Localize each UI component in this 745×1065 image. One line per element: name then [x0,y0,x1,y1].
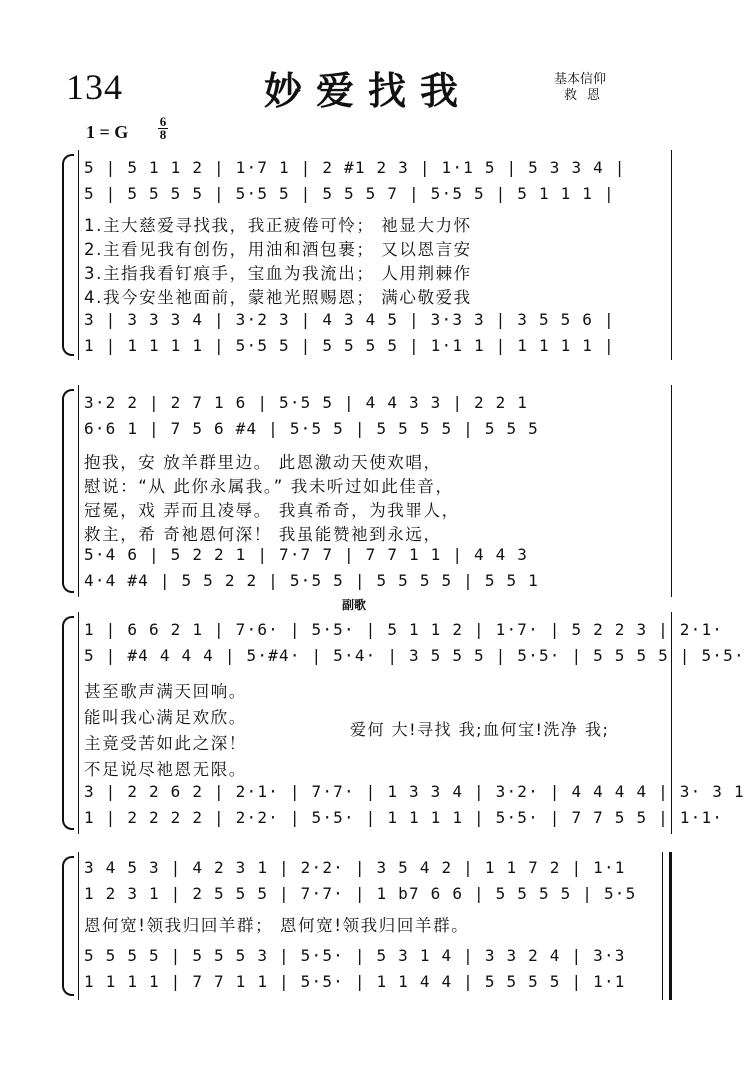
score-system-1 [62,150,672,360]
lyric-verse-2: 慰说：“从 此你永属我。” 我未听过如此佳音， [84,477,454,496]
system-brace [62,389,74,593]
score-system-4 [62,852,672,1000]
soprano-line: 3 4 5 3 | 4 2 3 1 | 2·2· | 3 5 4 2 | 1 1 7 2 | 1·1 [84,858,626,877]
lyric-verse-4: 救主，希 奇祂恩何深！ 我虽能赞祂到永远， [84,525,442,544]
refrain-lyric: 爱何 大!寻找 我;血何宝!洗净 我; [350,720,610,739]
score-system-2 [62,385,672,597]
soprano-line: 1 | 6 6 2 1 | 7·6· | 5·5· | 5 1 1 2 | 1·7· | 5 2 2 3 | 2·1· [84,620,724,639]
soprano-line: 5 | 5 1 1 2 | 1·7 1 | 2 #1 2 3 | 1·1 5 | 5 3 3 4 | [84,158,626,177]
system-brace [62,154,74,356]
system-start-barline [78,612,79,834]
lyric-verse-1: 1.主大慈爱寻找我，我正疲倦可怜； 祂显大力怀 [84,216,472,235]
lyric-refrain: 恩何宽!领我归回羊群； 恩何宽!领我归回羊群。 [84,916,470,935]
system-start-barline [78,385,79,597]
tenor-line: 5·4 6 | 5 2 2 1 | 7·7 7 | 7 7 1 1 | 4 4 3 [84,545,529,564]
lyric-verse-3: 冠冕，戏 弄而且凌辱。 我真希奇，为我罪人， [84,501,460,520]
system-start-barline [78,150,79,360]
key-signature: 1 = G [86,122,129,142]
lyric-verse-4: 不足说尽祂恩无限。 [84,760,247,779]
system-brace [62,856,74,996]
alto-line: 5 | 5 5 5 5 | 5·5 5 | 5 5 5 7 | 5·5 5 | 5 1 1 1 | [84,184,615,203]
hymn-number: 134 [66,67,123,107]
lyric-verse-3: 主竟受苦如此之深！ [84,734,247,753]
system-start-barline [78,852,79,1000]
bass-line: 1 1 1 1 | 7 7 1 1 | 5·5· | 1 1 4 4 | 5 5 5 5 | 1·1 [84,972,626,991]
category-sub: 救恩 [564,88,611,103]
lyric-verse-1: 抱我，安 放羊群里边。 此恩激动天使欢唱， [84,453,442,472]
time-signature [158,116,168,141]
lyric-verse-4: 4.我今安坐祂面前，蒙祂光照赐恩； 满心敬爱我 [84,288,472,307]
time-signature-top: 6 [159,114,167,129]
bass-line: 4·4 #4 | 5 5 2 2 | 5·5 5 | 5 5 5 5 | 5 5 1 [84,571,539,590]
tenor-line: 5 5 5 5 | 5 5 5 3 | 5·5· | 5 3 1 4 | 3 3 2 4 | 3·3 [84,946,626,965]
tenor-line: 3 | 3 3 3 4 | 3·2 3 | 4 3 4 5 | 3·3 3 | 3 5 5 6 | [84,310,615,329]
refrain-label: 副歌 [342,598,367,612]
hymn-title: 妙爱找我 [264,68,473,113]
category-label [554,72,610,104]
time-signature-bottom: 8 [159,127,167,142]
alto-line: 6·6 1 | 7 5 6 #4 | 5·5 5 | 5 5 5 5 | 5 5 5 [84,419,539,438]
lyric-verse-2: 能叫我心满足欢欣。 [84,708,247,727]
system-end-barline [671,150,672,360]
category-main: 基本信仰 [554,72,607,87]
lyric-verse-2: 2.主看见我有创伤，用油和酒包裹； 又以恩言安 [84,240,472,259]
bass-line: 1 | 2 2 2 2 | 2·2· | 5·5· | 1 1 1 1 | 5·5· | 7 7 5 5 | 1·1· [84,808,724,827]
tenor-line: 3 | 2 2 6 2 | 2·1· | 7·7· | 1 3 3 4 | 3·2· | 4 4 4 4 | 3· 3 1 [84,782,745,801]
lyric-verse-1: 甚至歌声满天回响。 [84,682,247,701]
system-brace [62,616,74,830]
alto-line: 1 2 3 1 | 2 5 5 5 | 7·7· | 1 b7 6 6 | 5 5 5 5 | 5·5 [84,884,637,903]
soprano-line: 3·2 2 | 2 7 1 6 | 5·5 5 | 4 4 3 3 | 2 2 1 [84,393,529,412]
system-end-barline [671,385,672,597]
alto-line: 5 | #4 4 4 4 | 5·#4· | 5·4· | 3 5 5 5 | 5·5· | 5 5 5 5 | 5·5· [84,646,745,665]
lyric-verse-3: 3.主指我看钉痕手，宝血为我流出； 人用荆棘作 [84,264,472,283]
bass-line: 1 | 1 1 1 1 | 5·5 5 | 5 5 5 5 | 1·1 1 | 1 1 1 1 | [84,336,615,355]
